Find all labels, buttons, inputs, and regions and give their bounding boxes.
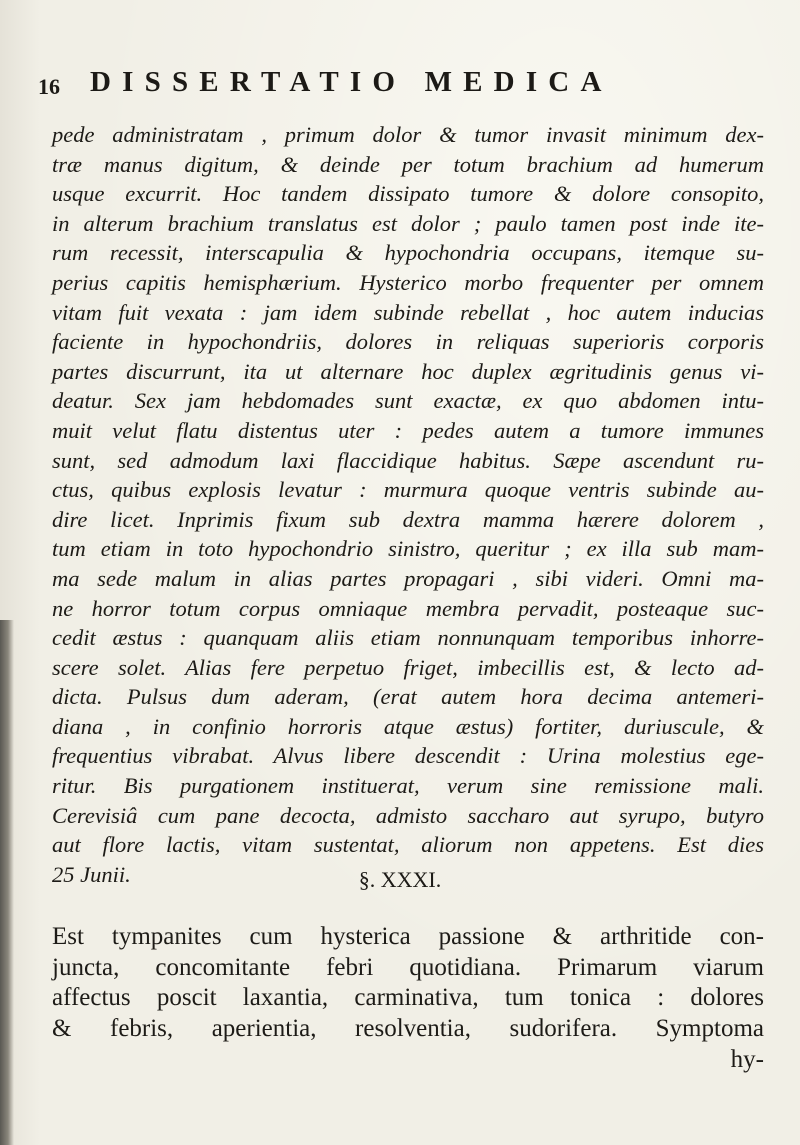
text-line: deatur. Sex jam hebdomades sunt exactæ, ex quo abdomen intu- xyxy=(52,388,764,414)
text-line: juncta, concomitante febri quotidiana. Primarum viarum xyxy=(52,953,764,981)
case-description xyxy=(52,120,764,889)
text-line: ma sede malum in alias partes propagari , sibi videri. Omni ma- xyxy=(52,565,764,591)
text-line: rum recessit, interscapulia & hypochondria occupans, itemque su- xyxy=(52,240,764,266)
section-heading: §. XXXI. xyxy=(358,867,442,892)
text-line: in alterum brachium translatus est dolor ; paulo tamen post inde ite- xyxy=(52,210,764,236)
text-line: affectus poscit laxantia, carminativa, tum tonica : dolores xyxy=(52,984,764,1011)
text-line: dicta. Pulsus dum aderam, (erat autem hora decima antemeri- xyxy=(52,684,764,710)
text-line: dire licet. Inprimis fixum sub dextra mamma hærere dolorem , xyxy=(52,506,764,532)
catchword: hy- xyxy=(730,1046,764,1073)
text-line: aut flore lactis, vitam sustentat, aliorum non appetens. Est dies xyxy=(52,832,764,858)
text-line: pede administratam , primum dolor & tumor invasit minimum dex- xyxy=(52,122,764,147)
text-line: ne horror totum corpus omniaque membra pervadit, posteaque suc- xyxy=(52,595,764,621)
page-header xyxy=(38,66,778,106)
text-line: cedit æstus : quanquam aliis etiam nonnunquam temporibus inhorre- xyxy=(52,625,764,651)
text-line: partes discurrunt, ita ut alternare hoc duplex ægritudinis genus vi- xyxy=(52,358,764,384)
text-line: sunt, sed admodum laxi flaccidique habitus. Sæpe ascendunt ru- xyxy=(52,447,764,473)
text-line: træ manus digitum, & deinde per totum brachium ad humerum xyxy=(52,151,764,177)
text-line: ritur. Bis purgationem instituerat, verum sine remissione mali. xyxy=(52,773,764,799)
text-line: muit velut flatu distentus uter : pedes autem a tumore immunes xyxy=(52,417,764,443)
text-line: usque excurrit. Hoc tandem dissipato tumore & dolore consopito, xyxy=(52,181,764,207)
text-line: 25 Junii. xyxy=(52,861,131,887)
text-line: perius capitis hemisphærium. Hysterico morbo frequenter per omnem xyxy=(52,269,764,295)
text-line: Cerevisiâ cum pane decocta, admisto saccharo aut syrupo, butyro xyxy=(52,802,764,828)
text-line: faciente in hypochondriis, dolores in reliquas superioris corporis xyxy=(52,329,764,355)
text-line: tum etiam in toto hypochondrio sinistro, queritur ; ex illa sub mam- xyxy=(52,536,764,562)
text-line: ctus, quibus explosis levatur : murmura quoque ventris subinde au- xyxy=(52,477,764,503)
text-line: frequentius vibrabat. Alvus libere descendit : Urina molestius ege- xyxy=(52,743,764,769)
text-line: Est tympanites cum hysterica passione & arthritide con- xyxy=(52,923,764,950)
section-text xyxy=(52,922,764,1044)
text-line: vitam fuit vexata : jam idem subinde rebellat , hoc autem inducias xyxy=(52,299,764,325)
text-line: & febris, aperientia, resolventia, sudorifera. Symptoma xyxy=(52,1014,764,1042)
text-line: diana , in confinio horroris atque æstus) fortiter, duriusculе, & xyxy=(52,713,764,739)
page-number: 16 xyxy=(38,74,60,99)
running-title: DISSERTATIO MEDICA xyxy=(90,66,613,98)
text-line: scere solet. Alias fere perpetuo friget, imbecillis est, & lecto ad- xyxy=(52,654,764,680)
